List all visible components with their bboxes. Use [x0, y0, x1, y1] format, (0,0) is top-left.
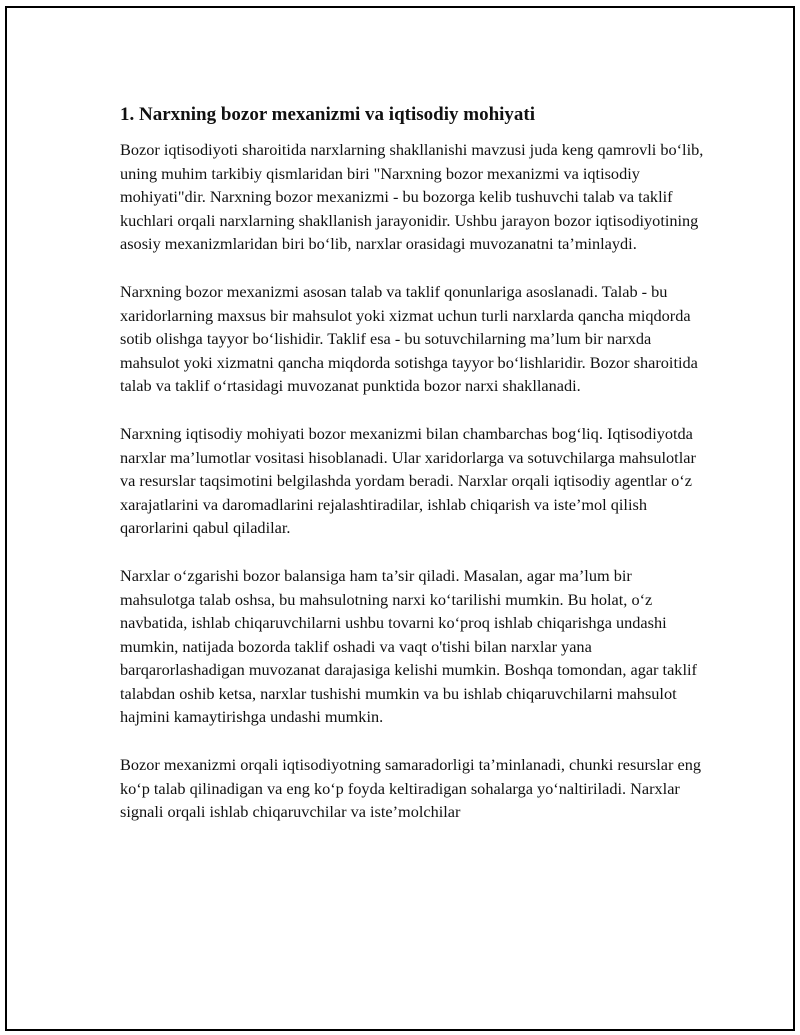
- paragraph-2: Narxning bozor mexanizmi asosan talab va taklif qonunlariga asoslanadi. Talab - bu xaridorlarning maxsus bir mahsulot yoki xizmat uchun turli narxlarda qancha miqdorda sotib olishga tayyor bo‘lishidir. Taklif esa - bu sotuvchilarning ma’lum bir narxda mahsulot yoki xizmatni qancha miqdorda sotishga tayyor bo‘lishlaridir. Bozor sharoitida talab va taklif o‘rtasidagi muvozanat punktida bozor narxi shakllanadi.: [120, 281, 698, 396]
- page-frame: [5, 6, 795, 1031]
- document-body: [120, 103, 710, 848]
- paragraph-4: Narxlar o‘zgarishi bozor balansiga ham ta’sir qiladi. Masalan, agar ma’lum bir mahsulotga talab oshsa, bu mahsulotning narxi ko‘tarilishi mumkin. Bu holat, o‘z navbatida, ishlab chiqaruvchilarni ushbu tovarni ko‘proq ishlab chiqarishga undashi mumkin, natijada bozorda taklif oshadi va vaqt o'tishi bilan narxlar yana barqarorlashadigan muvozanat darajasiga kelishi mumkin. Boshqa tomondan, agar taklif talabdan oshib ketsa, narxlar tushishi mumkin va bu ishlab chiqaruvchilarni mahsulot hajmini kamaytirishga undashi mumkin.: [120, 565, 697, 727]
- paragraph-5: Bozor mexanizmi orqali iqtisodiyotning samaradorligi ta’minlanadi, chunki resurslar eng ko‘p talab qilinadigan va eng ko‘p foyda keltiradigan sohalarga yo‘naltiriladi. Narxlar signali orqali ishlab chiqaruvchilar va iste’molchilar: [120, 755, 702, 822]
- paragraph-1: Bozor iqtisodiyoti sharoitida narxlarning shakllanishi mavzusi juda keng qamrovli bo‘lib, uning muhim tarkibiy qismlaridan biri "Narxning bozor mexanizmi va iqtisodiy mohiyati"dir. Narxning bozor mexanizmi - bu bozorga kelib tushuvchi talab va taklif kuchlari orqali narxlarning shakllanish jarayonidir. Ushbu jarayon bozor iqtisodiyotining asosiy mexanizmlaridan biri bo‘lib, narxlar orasidagi muvozanatni ta’minlaydi.: [120, 140, 704, 254]
- paragraph-3: Narxning iqtisodiy mohiyati bozor mexanizmi bilan chambarchas bog‘liq. Iqtisodiyotda narxlar ma’lumotlar vositasi hisoblanadi. Ular xaridorlarga va sotuvchilarga mahsulotlar va resurslar taqsimotini belgilashda yordam beradi. Narxlar orqali iqtisodiy agentlar o‘z xarajatlarini va daromadlarini rejalashtiradilar, ishlab chiqarish va iste’mol qilish qarorlarini qabul qiladilar.: [120, 423, 696, 538]
- section-heading: 1. Narxning bozor mexanizmi va iqtisodiy mohiyati: [120, 104, 536, 125]
